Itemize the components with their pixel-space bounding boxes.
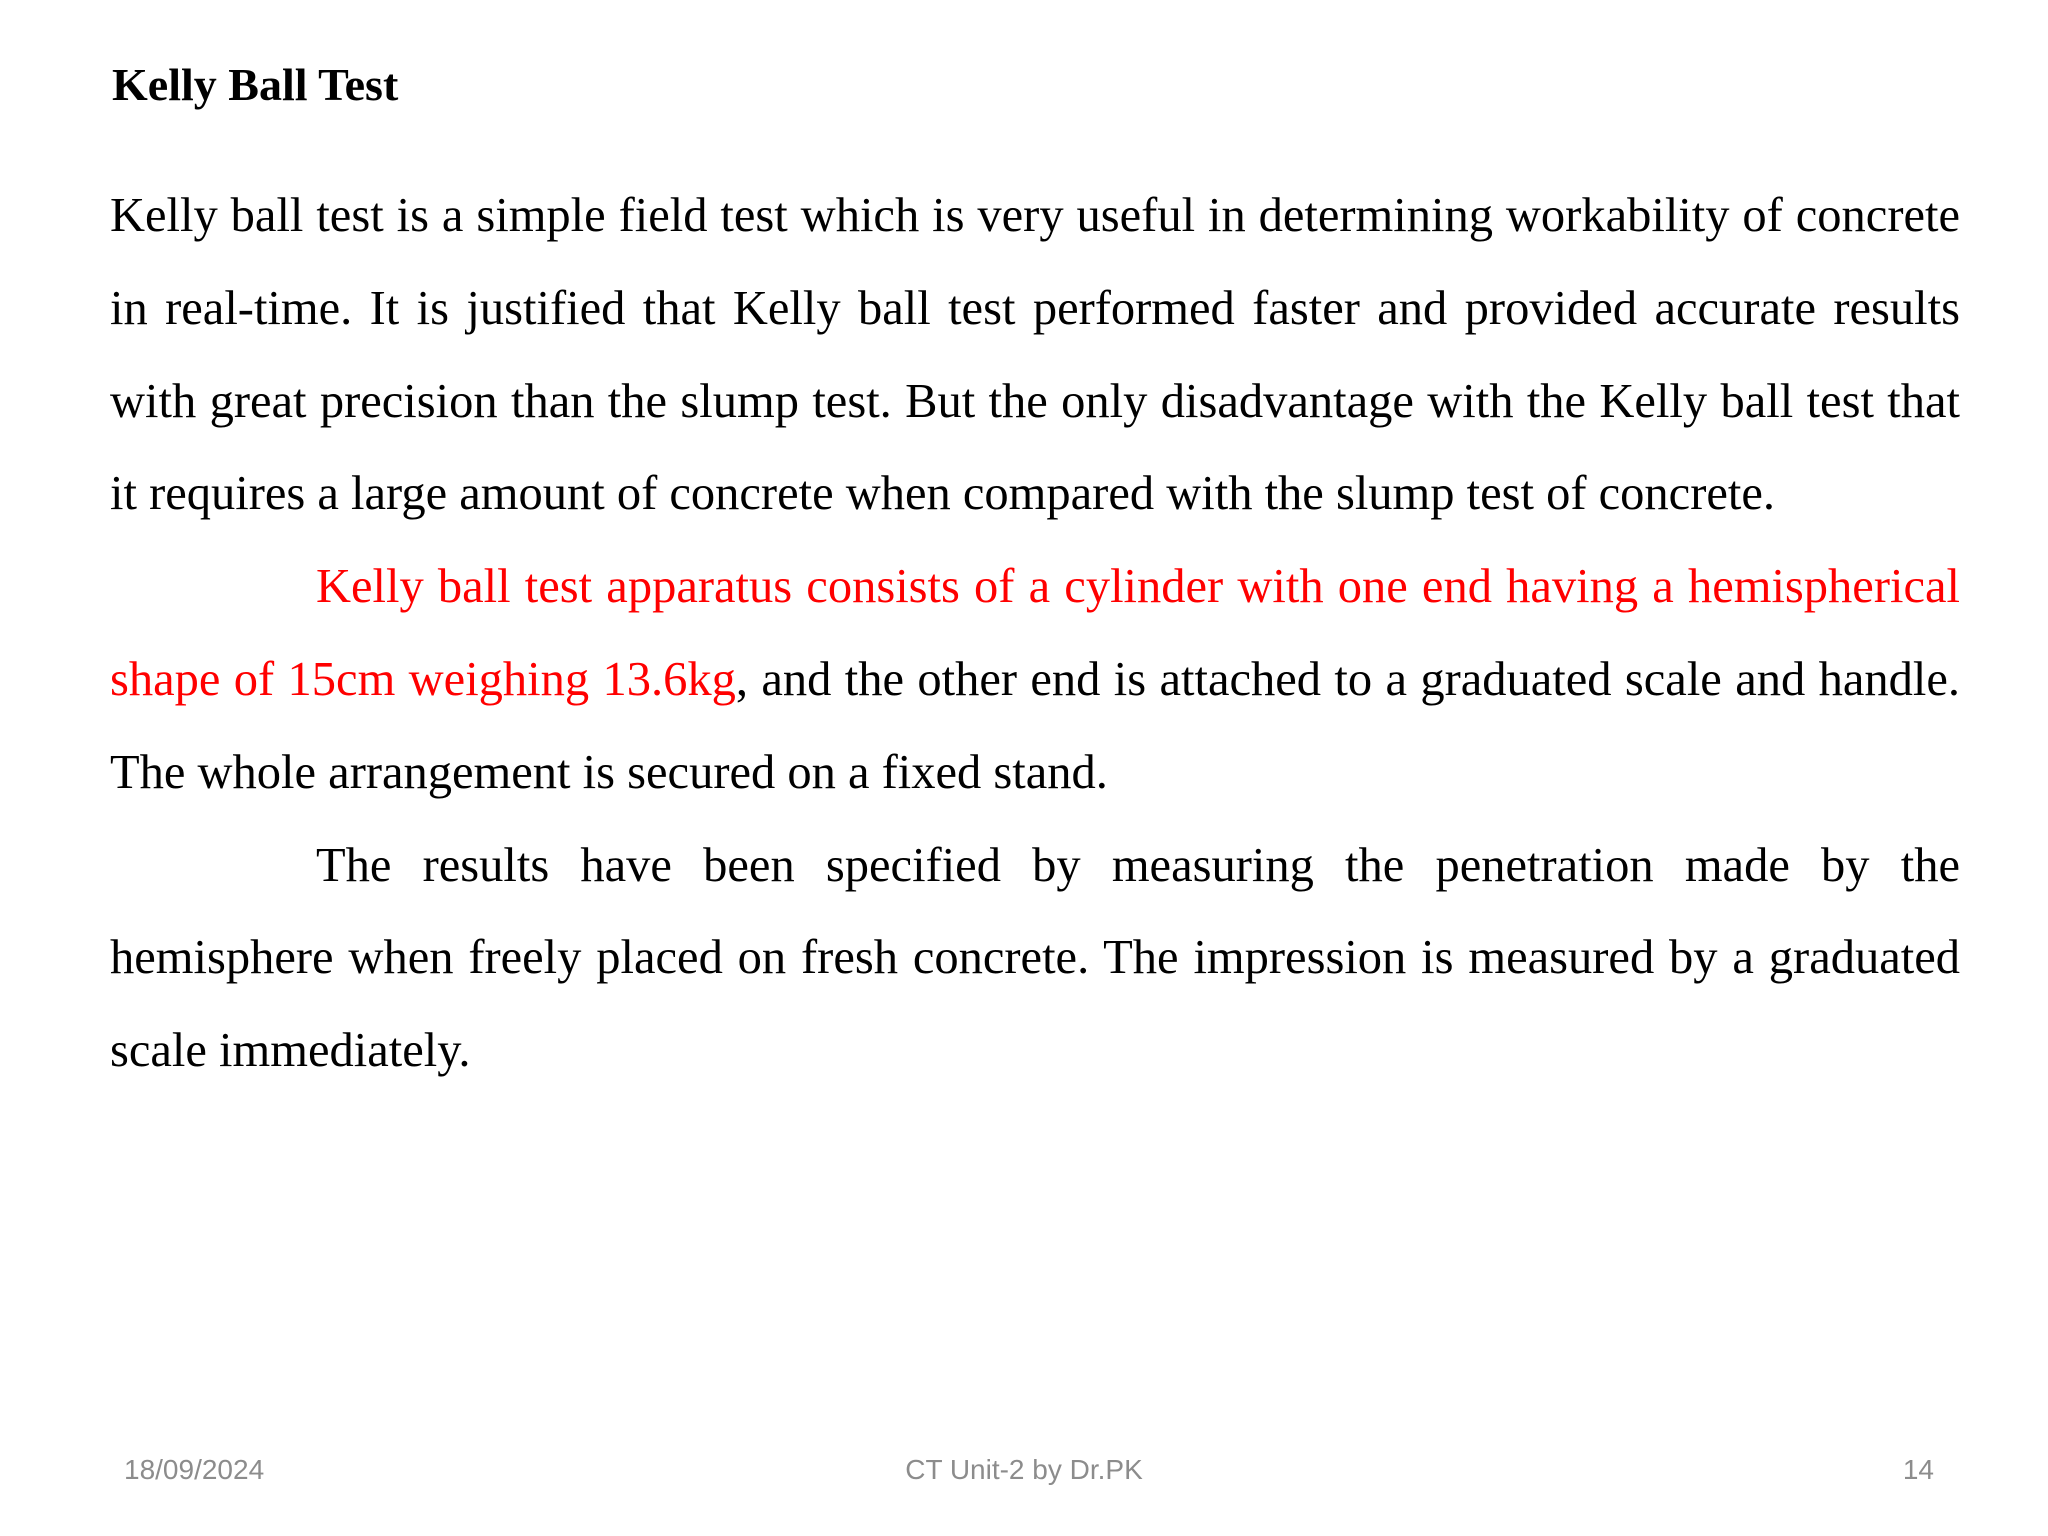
footer-date: 18/09/2024 [124,1454,265,1485]
apparatus-text: , and the other end is attached to a graduated scale and handle. The whole arrangement is secured on a fixed stand. [110,652,1960,799]
footer-title: CT Unit-2 by Dr.PK [905,1454,1143,1485]
paragraph-results: The results have been specified by measuring the penetration made by the hemisphere when freely placed on fresh concrete. The impression is measured by a graduated scale immediately. [110,838,1960,1078]
paragraph-apparatus [110,541,1960,819]
paragraph-intro: Kelly ball test is a simple field test which is very useful in determining workability of concrete in real-time. It is justified that Kelly ball test performed faster and provided accurate results with great precision than the slump test. But the only disadvantage with the Kelly ball test that it requires a large amount of concrete when compared with the slump test of concrete. [110,189,1960,521]
highlighted-apparatus-text: Kelly ball test apparatus consists of a cylinder with one end having a hemispherical shape of 15cm weighing 13.6kg [110,560,1960,706]
slide-body [110,170,1960,1098]
page-number: 14 [1902,1454,1934,1485]
slide-title: Kelly Ball Test [112,59,399,110]
